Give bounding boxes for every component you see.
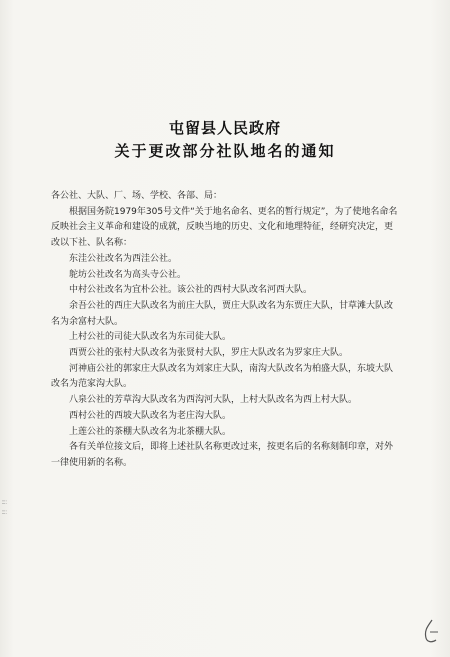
document-subtitle: 关于更改部分社队地名的通知 [114, 142, 336, 160]
paragraph: 余吾公社的西庄大队改名为前庄大队，贾庄大队改名为东贾庄大队，甘草滩大队改名为余富村大队。 [51, 300, 394, 327]
paragraph: 西村公社的西坡大队改名为老庄沟大队。 [69, 410, 232, 421]
handwritten-mark-icon [418, 618, 442, 646]
paragraph: 根据国务院1979年305号文件“关于地名命名、更名的暂行规定”，为了使地名命名反映社会主义革命和建设的成就，反映当地的历史、文化和地理特征，经研究决定，更改以下社、队名称： [51, 206, 398, 249]
paragraph: 西贾公社的张村大队改名为张贤村大队，罗庄大队改名为罗家庄大队。 [69, 348, 349, 359]
paragraph: 各有关单位接文后，即将上述社队名称更改过来，按更名后的名称刻制印章，对外一律使用新的名称。 [51, 442, 394, 468]
document-body [51, 189, 399, 472]
paragraph: 上村公社的司徒大队改名为东司徒大队。 [69, 332, 232, 343]
paragraph: 鸵坊公社改名为高头寺公社。 [69, 269, 187, 280]
paragraph: 中村公社改名为宜朴公社。该公社的西村大队改名河西大队。 [69, 285, 313, 296]
paragraph: 八泉公社的芳草沟大队改名为西沟河大队，上村大队改名为西上村大队。 [69, 395, 358, 406]
document-title: 屯留县人民政府 [168, 119, 281, 137]
edge-marks: ⁞⁞ ⁞⁞ [0, 500, 7, 516]
salutation: 各公社、大队、厂、场、学校、各部、局： [51, 191, 223, 201]
paragraph: 上莲公社的茶棚大队改名为北茶棚大队。 [69, 426, 232, 437]
paragraph: 东洼公社改名为西洼公社。 [69, 253, 178, 264]
paragraph: 河神庙公社的郭家庄大队改名为刘家庄大队，南沟大队改名为柏盛大队，东坡大队改名为范家沟大队。 [51, 363, 394, 390]
